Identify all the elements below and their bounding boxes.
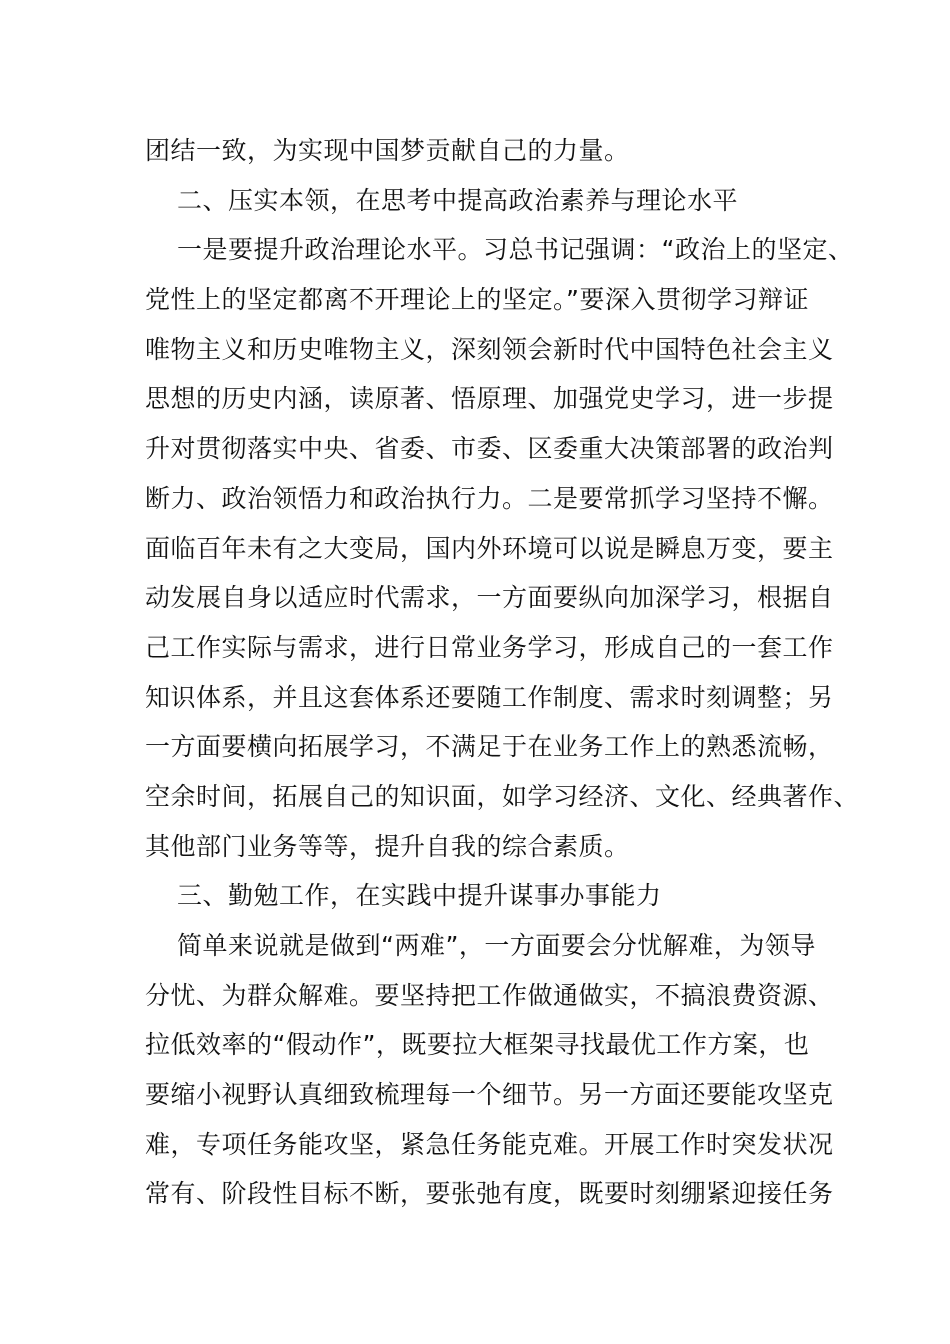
- paragraph-line: 分忧、为群众解难。要坚持把工作做通做实，不搞浪费资源、: [145, 980, 834, 1010]
- paragraph-first-line: 一是要提升政治理论水平。习总书记强调：“政治上的坚定、: [177, 235, 854, 265]
- paragraph-line: 断力、政治领悟力和政治执行力。二是要常抓学习坚持不懈。: [145, 483, 834, 513]
- paragraph-line: 思想的历史内涵，读原著、悟原理、加强党史学习，进一步提: [145, 384, 834, 414]
- paragraph-line: 空余时间，拓展自己的知识面，如学习经济、文化、经典著作、: [145, 781, 860, 811]
- paragraph-line: 其他部门业务等等，提升自我的综合素质。: [145, 831, 630, 861]
- section-heading-two: 二、压实本领，在思考中提高政治素养与理论水平: [177, 185, 739, 215]
- paragraph-line: 唯物主义和历史唯物主义，深刻领会新时代中国特色社会主义: [145, 334, 834, 364]
- paragraph-line: 动发展自身以适应时代需求，一方面要纵向加深学习，根据自: [145, 583, 834, 613]
- paragraph-first-line: 简单来说就是做到“两难”，一方面要会分忧解难，为领导: [177, 931, 816, 960]
- paragraph-line: 要缩小视野认真细致梳理每一个细节。另一方面还要能攻坚克: [145, 1080, 834, 1110]
- paragraph-line: 己工作实际与需求，进行日常业务学习，形成自己的一套工作: [145, 632, 834, 662]
- paragraph-line: 党性上的坚定都离不开理论上的坚定。”要深入贯彻学习辩证: [145, 285, 809, 315]
- paragraph-line: 一方面要横向拓展学习，不满足于在业务工作上的熟悉流畅，: [145, 732, 834, 762]
- paragraph-line: 难，专项任务能攻坚，紧急任务能克难。开展工作时突发状况: [145, 1129, 834, 1159]
- paragraph-line: 知识体系，并且这套体系还要随工作制度、需求时刻调整；另: [145, 682, 834, 712]
- paragraph-line: 常有、阶段性目标不断，要张弛有度，既要时刻绷紧迎接任务: [145, 1179, 834, 1209]
- body-text: [145, 126, 860, 1219]
- paragraph-continuation-line: 团结一致，为实现中国梦贡献自己的力量。: [145, 136, 630, 165]
- paragraph-line: 升对贯彻落实中央、省委、市委、区委重大决策部署的政治判: [145, 434, 834, 464]
- paragraph-line: 面临百年未有之大变局，国内外环境可以说是瞬息万变，要主: [145, 533, 834, 563]
- paragraph-line: 拉低效率的“假动作”，既要拉大框架寻找最优工作方案，也: [145, 1030, 810, 1060]
- section-heading-three: 三、勤勉工作，在实践中提升谋事办事能力: [177, 881, 662, 911]
